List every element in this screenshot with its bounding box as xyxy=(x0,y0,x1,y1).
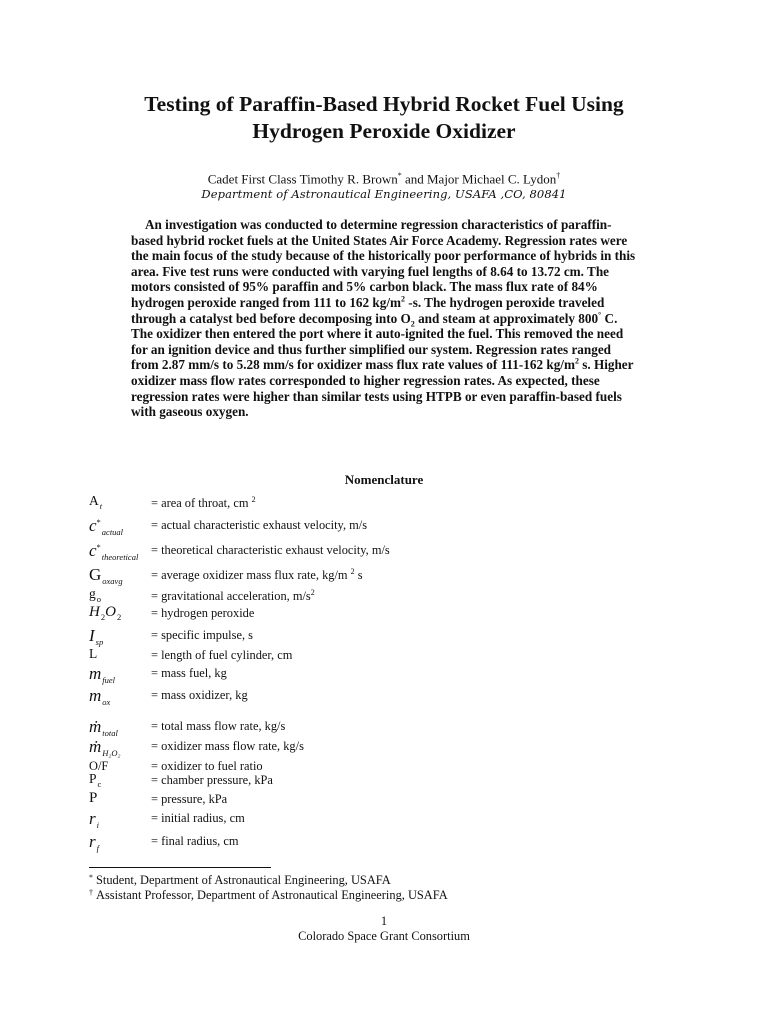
author-1-mark: * xyxy=(397,171,402,180)
nomenclature-symbol: P xyxy=(89,790,98,806)
nomenclature-definition: = total mass flow rate, kg/s xyxy=(151,719,286,733)
abstract-text-5: s. Higher oxidizer mass flow rates corresponded to higher regression rates. As expected, these regression rates were higher than similar tests using HTPB or even paraffin-based fuels with gaseous oxygen. xyxy=(131,357,634,420)
nomenclature-row xyxy=(0,493,768,513)
nomenclature-symbol: $P_c$ xyxy=(89,771,102,789)
author-1: Cadet First Class Timothy R. Brown xyxy=(207,171,398,187)
abstract-text-3: and steam at approximately 800 xyxy=(414,310,599,326)
nomenclature-symbol: $H_2O_2$ xyxy=(89,604,122,622)
nomenclature-definition: = specific impulse, s xyxy=(151,628,253,642)
nomenclature-row xyxy=(0,809,768,829)
footnote-2: † Assistant Professor, Department of Astronautical Engineering, USAFA xyxy=(89,888,448,902)
nomenclature-symbol: $r_f$ xyxy=(89,832,99,853)
abstract-sub-1: 2 xyxy=(410,319,415,329)
abstract-sup-3: 2 xyxy=(574,356,579,366)
nomenclature-row xyxy=(0,586,768,606)
nomenclature-row xyxy=(0,790,768,810)
footnote-divider xyxy=(89,867,271,868)
nomenclature-symbol: O/F xyxy=(89,759,109,773)
nomenclature-row xyxy=(0,626,768,646)
nomenclature-symbol: L xyxy=(89,646,98,661)
nomenclature-definition: = hydrogen peroxide xyxy=(151,606,255,620)
author-2-mark: † xyxy=(556,171,561,180)
nomenclature-row xyxy=(0,565,768,585)
nomenclature-symbol: $g_o$ xyxy=(89,586,101,604)
nomenclature-row xyxy=(0,686,768,706)
nomenclature-symbol: ṁ$_{H_2O_2}$ xyxy=(89,737,121,758)
nomenclature-definition: = length of fuel cylinder, cm xyxy=(151,648,293,662)
title-line-1: Testing of Paraffin-Based Hybrid Rocket Fuel Using xyxy=(144,92,624,116)
author-conj: and Major Michael C. Lydon xyxy=(401,171,557,187)
nomenclature-definition: = gravitational acceleration, $m/s^2$ xyxy=(151,588,315,604)
nomenclature-row xyxy=(0,737,768,757)
abstract-text-1: An investigation was conducted to determine regression characteristics of paraffin-based hybrid rocket fuels at the United States Air Force Academy. Regression rates were the main focus of the study because of the historically poor performance of hybrids in this area. Five test runs were conducted with varying fuel lengths of 8.64 to 13.72 cm. The motors consisted of 95% paraffin and 5% carbon black. The mass flux rate of 84% hydrogen peroxide ranged from 111 to 162 kg/m xyxy=(131,217,636,310)
nomenclature-row xyxy=(0,832,768,852)
nomenclature-definition: = final radius, cm xyxy=(151,834,239,848)
affiliation: Department of Astronautical Engineering, USAFA ,CO, 80841 xyxy=(201,187,567,201)
author-line xyxy=(60,171,708,187)
nomenclature-definition: = theoretical characteristic exhaust velocity, m/s xyxy=(151,543,390,557)
nomenclature-definition: = mass fuel, kg xyxy=(151,666,227,680)
nomenclature-heading: Nomenclature xyxy=(344,472,424,487)
abstract xyxy=(131,217,641,420)
nomenclature-definition: = mass oxidizer, kg xyxy=(151,688,248,702)
nomenclature-row xyxy=(0,717,768,737)
nomenclature-symbol: $c^*_{theoretical}$ xyxy=(89,541,139,562)
nomenclature-symbol: $c^*_{actual}$ xyxy=(89,516,124,537)
paper-title xyxy=(60,91,708,145)
nomenclature-symbol: $m_{fuel}$ xyxy=(89,664,116,685)
nomenclature-row xyxy=(0,516,768,536)
nomenclature-symbol: $I_{sp}$ xyxy=(89,626,104,647)
nomenclature-symbol: $m_{ox}$ xyxy=(89,686,111,707)
nomenclature-definition: = area of throat, cm $^2$ xyxy=(151,495,256,511)
nomenclature-definition: = initial radius, cm xyxy=(151,811,245,825)
abstract-sup-2: ° xyxy=(598,310,602,320)
abstract-sup-1: 2 xyxy=(401,294,405,304)
nomenclature-definition: = chamber pressure, kPa xyxy=(151,773,273,787)
abstract-text-2: -s. The hydrogen peroxide traveled through a catalyst bed before decomposing into O xyxy=(131,294,605,326)
nomenclature-row xyxy=(0,664,768,684)
abstract-text-4: C. The oxidizer then entered the port where it auto-ignited the fuel. This removed the need for an ignition device and thus further simplified our system. Regression rates ranged from 2.87 mm/s to 5.28 mm/s for oxidizer mass flux rate values of 111-162 kg/m xyxy=(131,310,624,373)
footnote-1: * Student, Department of Astronautical Engineering, USAFA xyxy=(89,873,391,887)
nomenclature-definition: = pressure, kPa xyxy=(151,792,228,806)
footer-organization: Colorado Space Grant Consortium xyxy=(298,929,470,943)
nomenclature-symbol: ṁ$_{total}$ xyxy=(89,717,118,738)
page-number: 1 xyxy=(380,914,388,928)
nomenclature-definition: = oxidizer to fuel ratio xyxy=(151,759,263,773)
nomenclature-symbol: $r_i$ xyxy=(89,809,99,830)
nomenclature-symbol: $A_t$ xyxy=(89,493,103,511)
title-line-2: Hydrogen Peroxide Oxidizer xyxy=(252,119,516,143)
nomenclature-row xyxy=(0,604,768,624)
nomenclature-definition: = average oxidizer mass flux rate, kg/m $^2$ s xyxy=(151,567,363,583)
nomenclature-row xyxy=(0,771,768,791)
nomenclature-definition: = actual characteristic exhaust velocity, m/s xyxy=(151,518,368,532)
nomenclature-symbol: $G_{oxavg}$ xyxy=(89,565,123,586)
nomenclature-row xyxy=(0,541,768,561)
nomenclature-row xyxy=(0,646,768,666)
nomenclature-definition: = oxidizer mass flow rate, kg/s xyxy=(151,739,304,753)
